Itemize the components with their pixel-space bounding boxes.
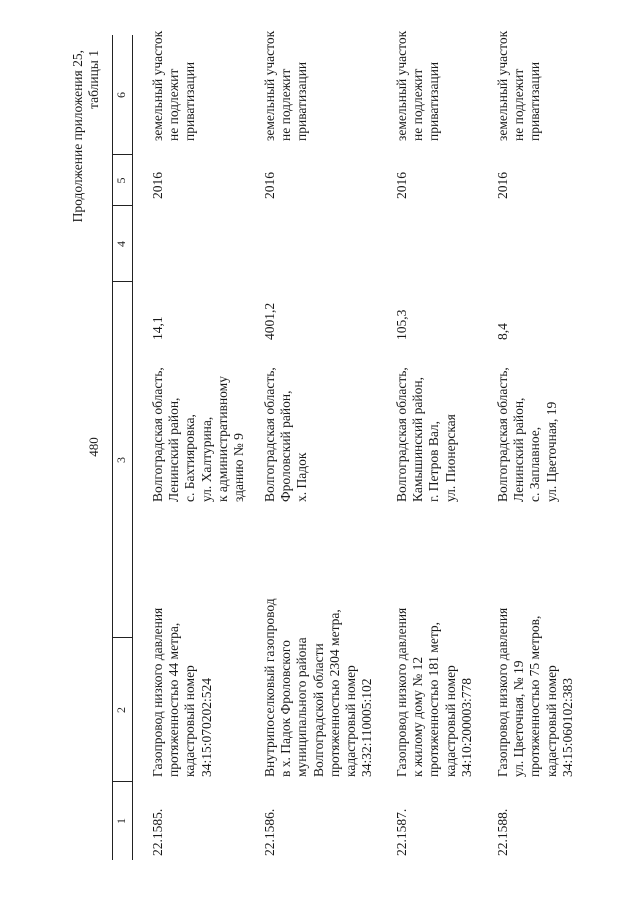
text-line: Волгоградская область, <box>394 367 409 502</box>
row-number: 22.1587. <box>394 808 409 856</box>
text-line: х. Падок <box>294 452 310 502</box>
object-address <box>495 367 560 502</box>
text-line: не подлежит <box>410 68 426 141</box>
text-line: протяженностью 44 метра, <box>166 622 182 777</box>
text-line: 34:10:200003:778 <box>458 677 474 777</box>
table-row <box>150 30 260 860</box>
area-value: 14,1 <box>150 316 165 340</box>
text-line: Ленинский район, <box>511 397 527 502</box>
object-address <box>262 367 311 502</box>
text-line: кадастровый номер <box>182 665 198 777</box>
text-line: к административному <box>214 376 230 502</box>
year-value: 2016 <box>394 172 409 199</box>
land-status <box>150 31 199 141</box>
continuation-note <box>70 50 102 370</box>
text-line: приватизации <box>426 61 442 141</box>
text-line: зданию № 9 <box>231 433 247 502</box>
table-row <box>495 30 605 860</box>
text-line: ул. Халтурина, <box>198 416 214 502</box>
text-line: 34:15:070202:524 <box>198 677 214 777</box>
text-line: Ленинский район, <box>166 397 182 502</box>
year-value: 2016 <box>262 172 277 199</box>
text-line: протяженностью 181 метр, <box>426 621 442 777</box>
land-status <box>262 31 311 141</box>
text-line: не подлежит <box>511 68 527 141</box>
table-top-rule <box>112 35 113 860</box>
text-line: Волгоградской области <box>310 643 326 777</box>
text-line: Камышинский район, <box>410 377 426 502</box>
continuation-line: Продолжение приложения 25, <box>70 50 85 223</box>
text-line: Газопровод низкого давления <box>150 607 165 777</box>
text-line: земельный участок <box>150 30 165 141</box>
text-line: кадастровый номер <box>442 665 458 777</box>
text-line: ул. Пионерская <box>442 414 458 502</box>
text-line: ул. Цветочная, 19 <box>543 401 559 502</box>
column-number: 1 <box>114 818 128 824</box>
text-line: ул. Цветочная, № 19 <box>511 660 527 777</box>
text-line: с. Заплавное, <box>527 426 543 502</box>
text-line: не подлежит <box>278 68 294 141</box>
page-number: 480 <box>86 437 101 457</box>
column-number: 5 <box>114 177 128 184</box>
land-status <box>495 31 544 141</box>
text-line: г. Петров Вал, <box>426 420 442 502</box>
column-number: 3 <box>114 457 128 463</box>
text-line: приватизации <box>527 61 543 141</box>
continuation-line: таблицы 1 <box>86 50 101 109</box>
area-value: 105,3 <box>394 309 409 340</box>
text-line: с. Бахтияровка, <box>182 414 198 502</box>
area-value: 8,4 <box>495 323 510 340</box>
table-row <box>262 30 375 860</box>
column-number: 6 <box>114 92 128 98</box>
object-address <box>394 367 459 502</box>
text-line: приватизации <box>182 61 198 141</box>
column-number: 2 <box>114 707 128 713</box>
text-line: муниципального района <box>294 637 310 777</box>
object-description <box>495 602 576 777</box>
table-row <box>394 30 504 860</box>
land-status <box>394 31 443 141</box>
object-description <box>394 602 475 777</box>
text-line: Внутрипоселковый газопровод <box>262 598 277 777</box>
text-line: в х. Падок Фроловского <box>278 640 294 777</box>
text-line: протяженностью 75 метров, <box>527 615 543 777</box>
column-number: 4 <box>114 241 128 247</box>
text-line: протяженностью 2304 метра, <box>326 609 342 777</box>
area-value: 4001,2 <box>262 302 277 340</box>
data-table <box>112 30 588 860</box>
table-header-rule <box>132 35 133 860</box>
row-number: 22.1588. <box>495 808 510 856</box>
object-address <box>150 367 247 502</box>
text-line: приватизации <box>294 61 310 141</box>
year-value: 2016 <box>150 172 165 199</box>
text-line: Фроловский район, <box>278 390 294 502</box>
object-description <box>150 602 215 777</box>
row-number: 22.1586. <box>262 808 277 856</box>
text-line: кадастровый номер <box>343 665 359 777</box>
text-line: земельный участок <box>394 30 409 141</box>
text-line: Волгоградская область, <box>262 367 277 502</box>
text-line: к жилому дому № 12 <box>410 656 426 777</box>
text-line: земельный участок <box>262 30 277 141</box>
row-number: 22.1585. <box>150 808 165 856</box>
text-line: не подлежит <box>166 68 182 141</box>
text-line: Волгоградская область, <box>495 367 510 502</box>
text-line: 34:15:060102:383 <box>559 677 575 777</box>
year-value: 2016 <box>495 172 510 199</box>
text-line: Газопровод низкого давления <box>495 607 510 777</box>
text-line: 34:32:110005:102 <box>359 678 375 777</box>
text-line: кадастровый номер <box>543 665 559 777</box>
text-line: Газопровод низкого давления <box>394 607 409 777</box>
text-line: Волгоградская область, <box>150 367 165 502</box>
object-description <box>262 598 375 777</box>
text-line: земельный участок <box>495 30 510 141</box>
